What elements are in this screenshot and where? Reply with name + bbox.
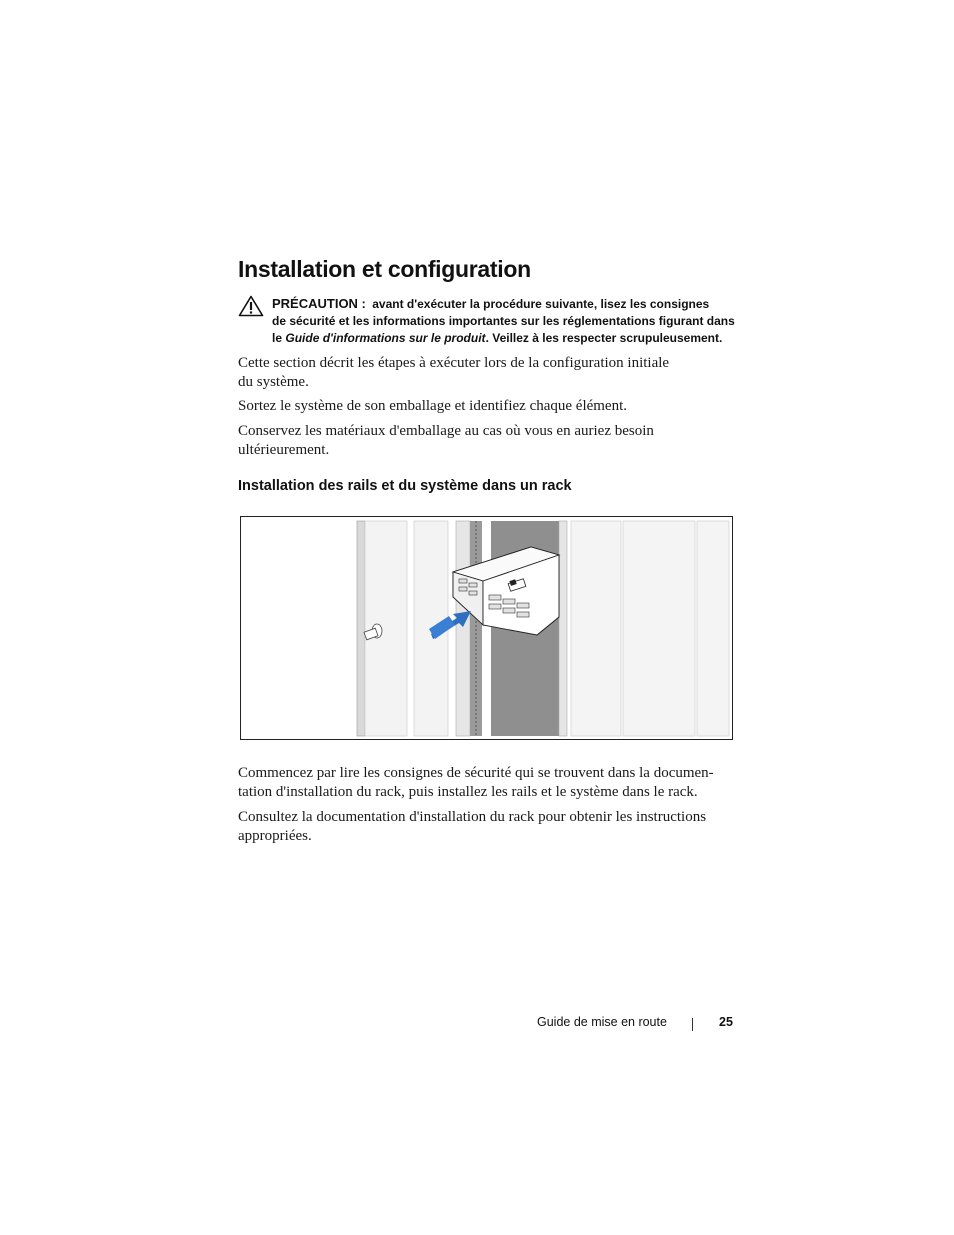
intro-paragraph-1 [238,354,738,392]
warning-triangle-icon [238,295,264,317]
page-number: 25 [719,1015,733,1029]
section-paragraph-1 [238,764,738,802]
page-title: Installation et configuration [238,256,531,282]
intro-p1-line-1: Cette section décrit les étapes à exécuter lors de la configuration initiale [238,355,670,371]
section-p2-line-2: appropriées. [238,828,312,844]
intro-paragraph-3 [238,422,738,460]
section-p1-line-1: Commencez par lire les consignes de sécurité qui se trouvent dans la documen- [238,765,714,781]
intro-p3-line-2: ultérieurement. [238,442,330,458]
section-p2-line-1: Consultez la documentation d'installation du rack pour obtenir les instructions [238,809,707,825]
intro-p3-line-1: Conservez les matériaux d'emballage au cas où vous en auriez besoin [238,423,654,439]
caution-label: PRÉCAUTION : [272,296,366,311]
section-paragraph-2 [238,808,738,846]
caution-line-2: de sécurité et les informations importantes sur les réglementations figurant dans [272,314,735,328]
footer-guide-title: Guide de mise en route [537,1015,667,1029]
intro-p1-line-2: du système. [238,374,309,390]
footer-separator [692,1018,693,1031]
caution-line-3-post: . Veillez à les respecter scrupuleusement. [485,331,723,345]
section-title: Installation des rails et du système dans un rack [238,478,572,494]
intro-paragraph-2: Sortez le système de son emballage et identifiez chaque élément. [238,398,628,414]
caution-line-3-pre: le [272,331,283,345]
product-guide-reference: Guide d'informations sur le produit [285,331,486,345]
caution-line-1: avant d'exécuter la procédure suivante, lisez les consignes [372,297,710,311]
section-p1-line-2: tation d'installation du rack, puis installez les rails et le système dans le rack. [238,784,698,800]
rack-installation-figure [240,516,733,740]
